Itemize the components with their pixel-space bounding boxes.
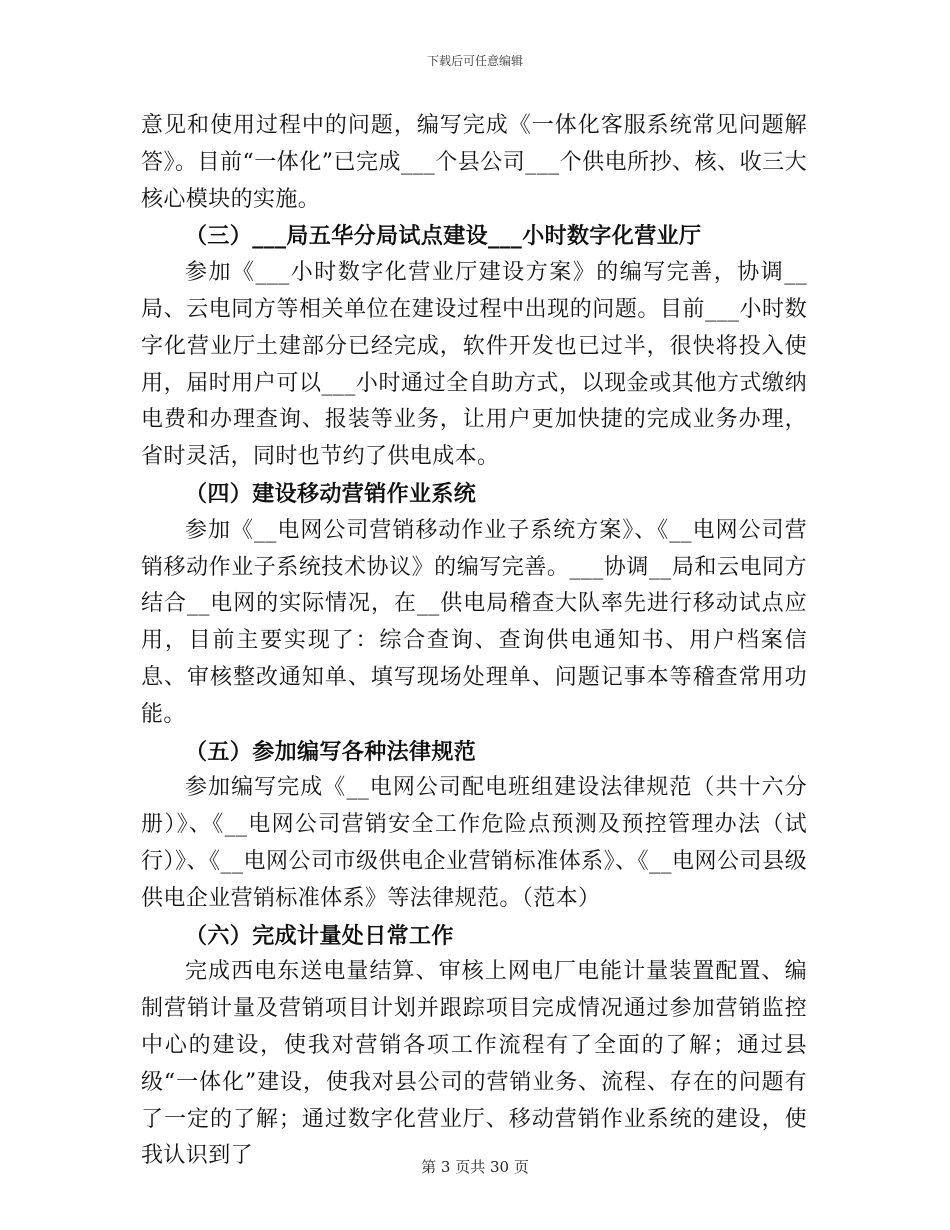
- section-heading-6: （六）完成计量处日常工作: [185, 922, 454, 949]
- page-header: 下载后可任意编辑: [426, 54, 523, 68]
- document-body: [141, 108, 807, 1175]
- page-footer: 第 3 页共 30 页: [421, 1158, 529, 1176]
- section-heading-3: （三）___局五华分局试点建设___小时数字化营业厅: [185, 223, 702, 250]
- paragraph-section-3: 参加《___小时数字化营业厅建设方案》的编写完善，协调__局、云电同方等相关单位在建设过程中出现的问题。目前___小时数字化营业厅土建部分已经完成，软件开发也已过半，很快将投入使用，届时用户可以___小时通过全自助方式，以现金或其他方式缴纳电费和办理查询、报装等业务，让用户更加快捷的完成业务办理，省时灵活，同时也节约了供电成本。: [141, 260, 807, 470]
- paragraph-section-4: 参加《__电网公司营销移动作业子系统方案》、《__电网公司营销移动作业子系统技术协议》的编写完善。___协调__局和云电同方结合__电网的实际情况，在__供电局稽查大队率先进行移动试点应用，目前主要实现了：综合查询、查询供电通知书、用户档案信息、审核整改通知单、填写现场处理单、问题记事本等稽查常用功能。: [141, 517, 807, 727]
- section-heading-4: （四）建设移动营销作业系统: [185, 480, 477, 507]
- paragraph-section-6: 完成西电东送电量结算、审核上网电厂电能计量装置配置、编制营销计量及营销项目计划并跟踪项目完成情况通过参加营销监控中心的建设，使我对营销各项工作流程有了全面的了解；通过县级“一体化”建设，使我对县公司的营销业务、流程、存在的问题有了一定的了解；通过数字化营业厅、移动营销作业系统的建设，使我认识到了: [141, 959, 807, 1169]
- section-heading-5: （五）参加编写各种法律规范: [185, 738, 477, 765]
- paragraph-section-5: 参加编写完成《__电网公司配电班组建设法律规范（共十六分册）》、《__电网公司营销安全工作危险点预测及预控管理办法（试行）》、《__电网公司市级供电企业营销标准体系》、《__电网公司县级供电企业营销标准体系》等法律规范。（范本）: [141, 775, 807, 911]
- paragraph-intro-continued: 意见和使用过程中的问题，编写完成《一体化客服系统常见问题解答》。目前“一体化”已完成___个县公司___个供电所抄、核、收三大核心模块的实施。: [141, 113, 807, 212]
